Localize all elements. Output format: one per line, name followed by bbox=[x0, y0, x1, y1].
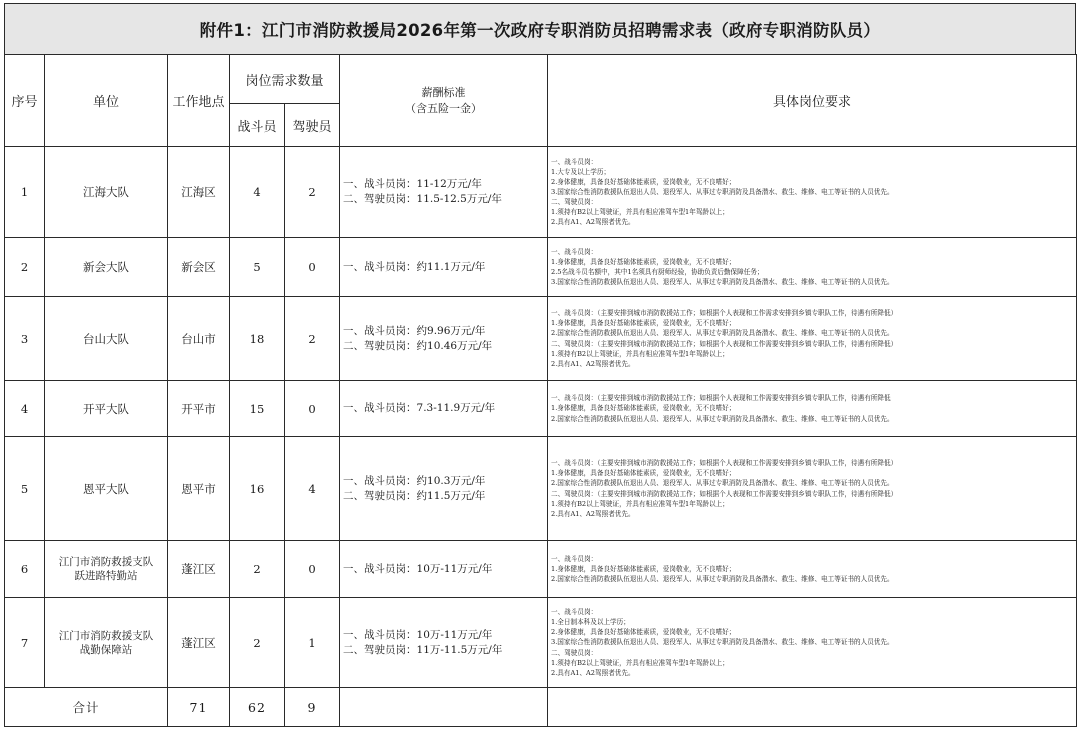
row-fighter-count: 2 bbox=[230, 541, 285, 598]
req-line: 一、战斗员岗： bbox=[551, 247, 598, 256]
row-driver-count: 0 bbox=[285, 541, 340, 598]
req-line: 1.须持有B2以上驾驶证，并具有相应准驾车型1年驾龄以上； bbox=[551, 208, 729, 217]
req-line: 一、战斗员岗：（主要安排到城市消防救援站工作；如根据个人表现和工作需要安排到乡镇专职队工作，待遇有所降低 bbox=[551, 394, 891, 403]
row-fighter-count: 18 bbox=[230, 297, 285, 381]
unit-line: 江门市消防救援支队 bbox=[58, 556, 154, 568]
header-fighter: 战斗员 bbox=[230, 104, 285, 147]
total-driver: 9 bbox=[285, 688, 340, 727]
row-unit bbox=[45, 598, 168, 688]
row-requirements bbox=[548, 238, 1077, 297]
row-fighter-count: 2 bbox=[230, 598, 285, 688]
req-line: 一、战斗员岗： bbox=[551, 608, 598, 617]
req-line: 3.国家综合性消防救援队伍退出人员、退役军人、从事过专职消防及具备潜水、救生、维修、电工等证书的人员优先。 bbox=[551, 187, 894, 196]
header-salary bbox=[340, 55, 548, 147]
salary-line: 二、驾驶员岗：11.5-12.5万元/年 bbox=[343, 193, 502, 205]
row-unit: 台山大队 bbox=[45, 297, 168, 381]
recruitment-table bbox=[4, 54, 1077, 727]
header-requirements: 具体岗位要求 bbox=[548, 55, 1077, 147]
row-unit: 开平大队 bbox=[45, 381, 168, 437]
req-line: 2.国家综合性消防救援队伍退出人员、退役军人、从事过专职消防及具备潜水、救生、维修、电工等证书的人员优先。 bbox=[551, 479, 894, 488]
row-salary bbox=[340, 238, 548, 297]
row-location: 蓬江区 bbox=[168, 541, 230, 598]
row-driver-count: 0 bbox=[285, 238, 340, 297]
unit-line: 跃进路特勤站 bbox=[74, 570, 138, 582]
row-unit: 新会大队 bbox=[45, 238, 168, 297]
table-row bbox=[5, 381, 1077, 437]
req-line: 一、战斗员岗： bbox=[551, 157, 598, 166]
req-line: 2.国家综合性消防救援队伍退出人员、退役军人、从事过专职消防及具备潜水、救生、维修、电工等证书的人员优先。 bbox=[551, 329, 894, 338]
req-line: 1.须持有B2以上驾驶证，并具有相应准驾车型1年驾龄以上； bbox=[551, 349, 729, 358]
req-line: 1.身体健康，具备良好基础体能素质，爱岗敬业，无不良嗜好； bbox=[551, 404, 736, 413]
header-row bbox=[5, 55, 1077, 104]
req-line: 1.身体健康，具备良好基础体能素质，爱岗敬业，无不良嗜好； bbox=[551, 564, 736, 573]
total-requirements-empty bbox=[548, 688, 1077, 727]
req-line: 3.国家综合性消防救援队伍退出人员、退役军人、从事过专职消防及具备潜水、救生、维修、电工等证书的人员优先。 bbox=[551, 638, 894, 647]
row-location: 台山市 bbox=[168, 297, 230, 381]
table-row bbox=[5, 437, 1077, 541]
req-line: 2.具有A1、A2驾照者优先。 bbox=[551, 668, 635, 677]
row-seq: 5 bbox=[5, 437, 45, 541]
salary-line: 一、战斗员岗：10万-11万元/年 bbox=[343, 562, 493, 575]
row-location: 新会区 bbox=[168, 238, 230, 297]
req-line: 2.身体健康，具备良好基础体能素质，爱岗敬业，无不良嗜好； bbox=[551, 628, 736, 637]
req-line: 1.身体健康，具备良好基础体能素质，爱岗敬业，无不良嗜好； bbox=[551, 319, 736, 328]
salary-line: 一、战斗员岗：约9.96万元/年 bbox=[343, 324, 486, 337]
unit-line: 江门市消防救援支队 bbox=[58, 629, 154, 642]
row-driver-count: 2 bbox=[285, 147, 340, 238]
req-line: 1.身体健康，具备良好基础体能素质，爱岗敬业，无不良嗜好； bbox=[551, 469, 736, 478]
row-driver-count: 1 bbox=[285, 598, 340, 688]
row-salary bbox=[340, 381, 548, 437]
row-requirements bbox=[548, 541, 1077, 598]
total-fighter: 62 bbox=[230, 688, 285, 727]
row-fighter-count: 16 bbox=[230, 437, 285, 541]
salary-line: 一、战斗员岗：约10.3万元/年 bbox=[343, 474, 486, 487]
salary-line: 一、战斗员岗：约11.1万元/年 bbox=[343, 260, 486, 273]
row-salary bbox=[340, 541, 548, 598]
row-location: 江海区 bbox=[168, 147, 230, 238]
header-demand: 岗位需求数量 bbox=[230, 55, 340, 104]
table-row bbox=[5, 238, 1077, 297]
row-driver-count: 4 bbox=[285, 437, 340, 541]
row-location: 开平市 bbox=[168, 381, 230, 437]
row-fighter-count: 15 bbox=[230, 381, 285, 437]
row-fighter-count: 4 bbox=[230, 147, 285, 238]
row-location: 蓬江区 bbox=[168, 598, 230, 688]
row-seq: 7 bbox=[5, 598, 45, 688]
req-line: 2.身体健康，具备良好基础体能素质，爱岗敬业，无不良嗜好； bbox=[551, 177, 736, 186]
req-line: 1.须持有B2以上驾驶证，并具有相应准驾车型1年驾龄以上； bbox=[551, 499, 729, 508]
row-driver-count: 2 bbox=[285, 297, 340, 381]
req-line: 二、驾驶员岗：（主要安排到城市消防救援站工作；如根据个人表现和工作需要安排到乡镇专职队工作，待遇有所降低） bbox=[551, 339, 898, 348]
total-label: 合计 bbox=[5, 688, 168, 727]
req-line: 1.全日制本科及以上学历； bbox=[551, 618, 630, 627]
row-fighter-count: 5 bbox=[230, 238, 285, 297]
row-requirements bbox=[548, 147, 1077, 238]
req-line: 2.国家综合性消防救援队伍退出人员、退役军人、从事过专职消防及具备潜水、救生、维修、电工等证书的人员优先。 bbox=[551, 414, 894, 423]
header-driver: 驾驶员 bbox=[285, 104, 340, 147]
req-line: 二、驾驶员岗：（主要安排到城市消防救援站工作；如根据个人表现和工作需要安排到乡镇专职队工作，待遇有所降低） bbox=[551, 489, 898, 498]
row-seq: 6 bbox=[5, 541, 45, 598]
total-salary-empty bbox=[340, 688, 548, 727]
salary-line: 一、战斗员岗：7.3-11.9万元/年 bbox=[343, 402, 496, 414]
total-row bbox=[5, 688, 1077, 727]
row-salary bbox=[340, 297, 548, 381]
req-line: 2.具有A1、A2驾照者优先。 bbox=[551, 509, 635, 518]
unit-line: 战勤保障站 bbox=[79, 643, 133, 656]
salary-line: 一、战斗员岗：11-12万元/年 bbox=[343, 178, 482, 190]
header-unit: 单位 bbox=[45, 55, 168, 147]
row-salary bbox=[340, 598, 548, 688]
salary-line: 二、驾驶员岗：约10.46万元/年 bbox=[343, 339, 493, 352]
req-line: 2.国家综合性消防救援队伍退出人员、退役军人、从事过专职消防及具备潜水、救生、维修、电工等证书的人员优先。 bbox=[551, 575, 894, 584]
header-salary-note: （含五险一金） bbox=[405, 101, 483, 115]
salary-line: 二、驾驶员岗：约11.5万元/年 bbox=[343, 489, 486, 502]
row-seq: 2 bbox=[5, 238, 45, 297]
req-line: 1.大专及以上学历； bbox=[551, 167, 611, 176]
row-unit bbox=[45, 541, 168, 598]
req-line: 2.具有A1、A2驾照者优先。 bbox=[551, 359, 635, 368]
salary-line: 二、驾驶员岗：11万-11.5万元/年 bbox=[343, 643, 503, 656]
req-line: 1.须持有B2以上驾驶证，并具有相应准驾车型1年驾龄以上； bbox=[551, 658, 729, 667]
row-seq: 3 bbox=[5, 297, 45, 381]
total-all: 71 bbox=[168, 688, 230, 727]
row-requirements bbox=[548, 381, 1077, 437]
row-seq: 4 bbox=[5, 381, 45, 437]
row-salary bbox=[340, 437, 548, 541]
row-seq: 1 bbox=[5, 147, 45, 238]
table-title: 附件1：江门市消防救援局2026年第一次政府专职消防员招聘需求表（政府专职消防队员） bbox=[4, 3, 1076, 55]
table-row bbox=[5, 297, 1077, 381]
table-row bbox=[5, 147, 1077, 238]
table-row bbox=[5, 541, 1077, 598]
req-line: 二、驾驶员岗： bbox=[551, 198, 598, 207]
req-line: 一、战斗员岗：（主要安排到城市消防救援站工作；如根据个人表现和工作需要安排到乡镇专职队工作，待遇有所降低） bbox=[551, 459, 898, 468]
req-line: 一、战斗员岗：（主要安排到城市消防救援站工作；如根据个人表现和工作需求安排到乡镇专职队工作，待遇有所降低） bbox=[551, 309, 898, 318]
req-line: 1.身体健康，具备良好基础体能素质，爱岗敬业，无不良嗜好； bbox=[551, 257, 736, 266]
req-line: 2.具有A1、A2驾照者优先。 bbox=[551, 218, 635, 227]
header-location: 工作地点 bbox=[168, 55, 230, 147]
row-driver-count: 0 bbox=[285, 381, 340, 437]
req-line: 3.国家综合性消防救援队伍退出人员、退役军人、从事过专职消防及具备潜水、救生、维修、电工等证书的人员优先。 bbox=[551, 278, 894, 287]
row-salary bbox=[340, 147, 548, 238]
row-unit: 江海大队 bbox=[45, 147, 168, 238]
req-line: 2.5名战斗员名额中，其中1名须具有厨师经验，协助负责后勤保障任务； bbox=[551, 268, 764, 276]
header-salary-label: 薪酬标准 bbox=[421, 85, 466, 99]
req-line: 一、战斗员岗： bbox=[551, 554, 598, 563]
row-location: 恩平市 bbox=[168, 437, 230, 541]
header-seq: 序号 bbox=[5, 55, 45, 147]
req-line: 二、驾驶员岗： bbox=[551, 648, 598, 657]
recruitment-sheet bbox=[4, 3, 1076, 725]
row-requirements bbox=[548, 598, 1077, 688]
row-unit: 恩平大队 bbox=[45, 437, 168, 541]
salary-line: 一、战斗员岗：10万-11万元/年 bbox=[343, 628, 493, 641]
row-requirements bbox=[548, 437, 1077, 541]
row-requirements bbox=[548, 297, 1077, 381]
table-row bbox=[5, 598, 1077, 688]
